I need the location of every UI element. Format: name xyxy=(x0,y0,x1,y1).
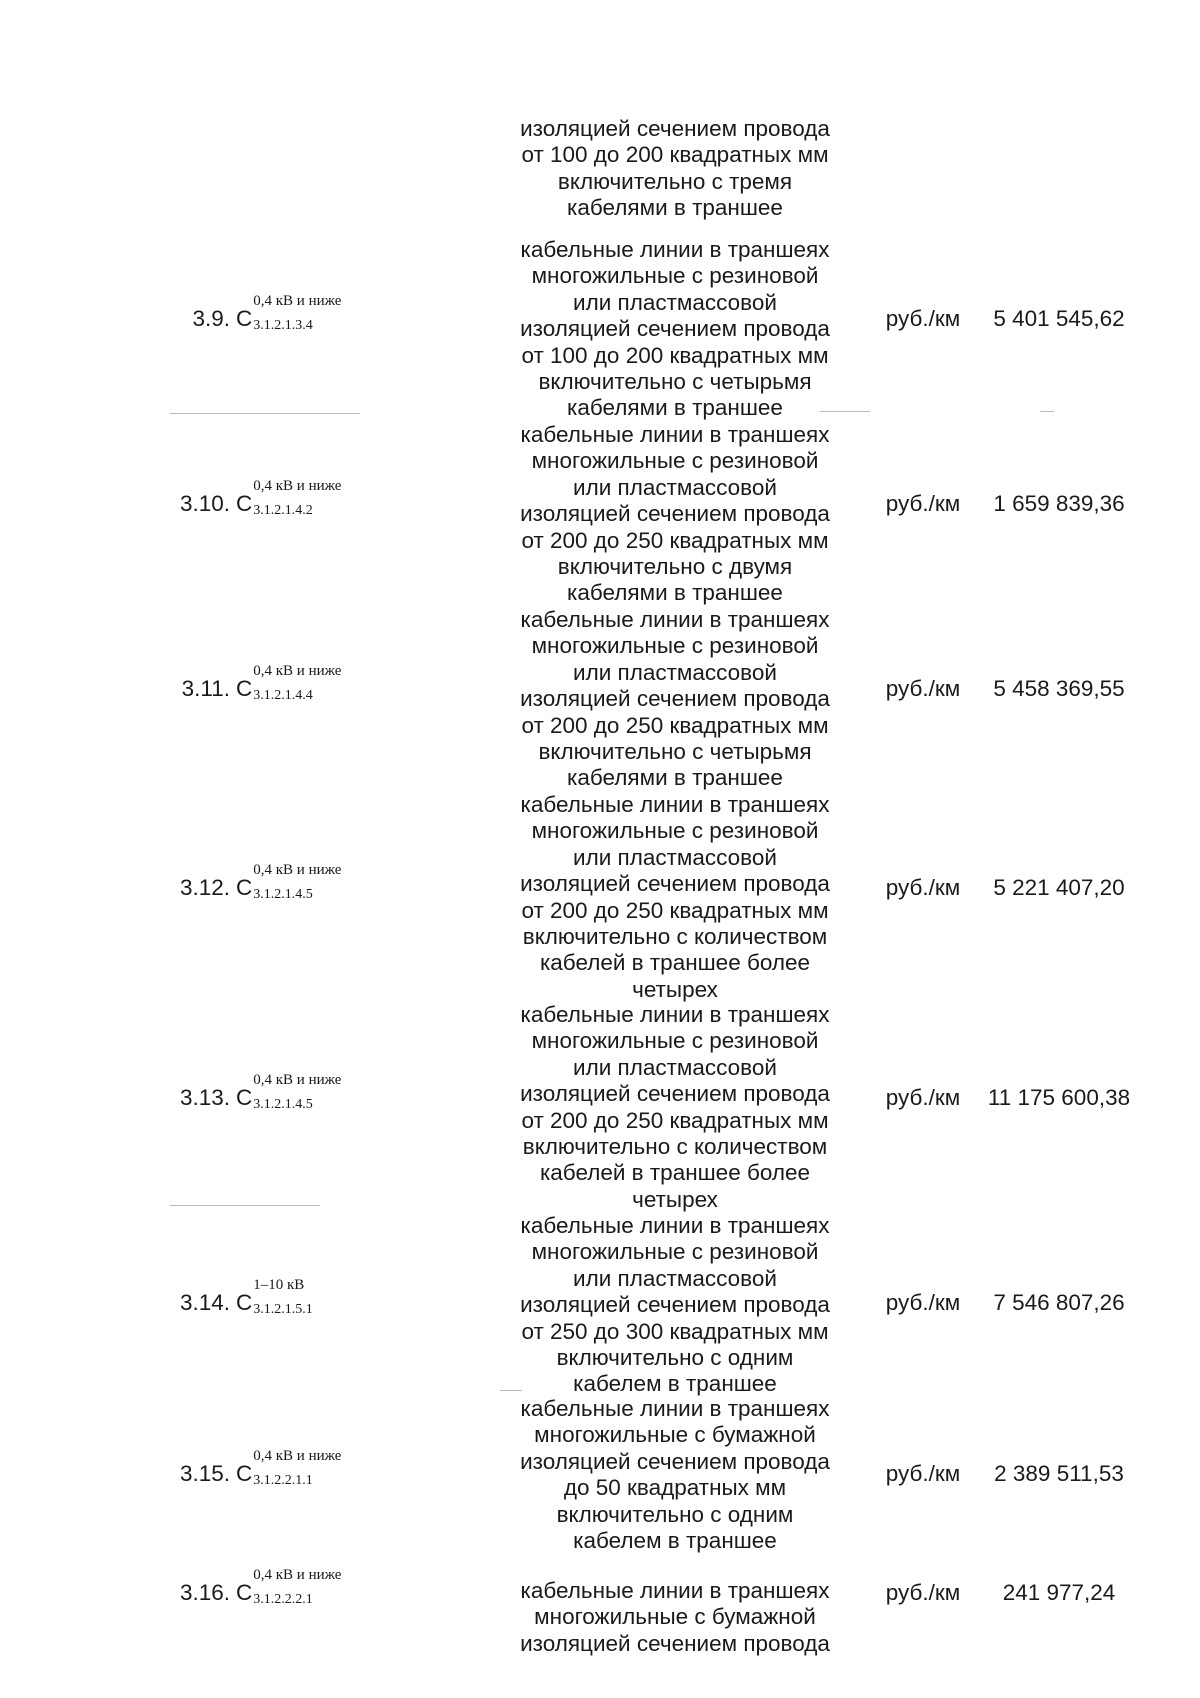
code-letter: C xyxy=(236,1290,253,1315)
row-description: кабельные линии в траншеях многожильные с резиновой или пластмассовой изоляцией сечением провода от 200 до 250 квадратных мм включительно с двумя кабелями в траншее xyxy=(520,422,830,606)
code-letter: C xyxy=(236,491,253,516)
row-value: 5 401 545,62 xyxy=(993,306,1125,331)
row-value: 2 389 511,53 xyxy=(994,1461,1124,1486)
row-number: 3.11. xyxy=(181,676,230,701)
code-voltage: 0,4 кВ и ниже xyxy=(253,478,342,494)
code-index: 3.1.2.1.4.2 xyxy=(253,503,313,518)
row-description: кабельные линии в траншеях многожильные с резиновой или пластмассовой изоляцией сечением провода от 250 до 300 квадратных мм включительно с одним кабелем в траншее xyxy=(520,1213,830,1397)
code-index: 3.1.2.1.4.5 xyxy=(253,887,313,902)
scan-speck xyxy=(820,411,870,412)
code-letter: C xyxy=(236,875,253,900)
code-index: 3.1.2.2.2.1 xyxy=(253,1592,313,1607)
code-voltage: 1–10 кВ xyxy=(253,1277,305,1293)
code-voltage: 0,4 кВ и ниже xyxy=(253,1072,342,1088)
code-letter: C xyxy=(236,1580,253,1605)
rate-code xyxy=(236,1567,372,1607)
row-value: 5 221 407,20 xyxy=(993,875,1125,900)
code-voltage: 0,4 кВ и ниже xyxy=(253,293,342,309)
code-index: 3.1.2.1.4.5 xyxy=(253,1097,313,1112)
scan-speck xyxy=(170,1205,320,1206)
code-voltage: 0,4 кВ и ниже xyxy=(253,1448,342,1464)
row-unit: руб./км xyxy=(885,1290,961,1315)
code-letter: C xyxy=(236,1461,253,1486)
row-number: 3.15. xyxy=(179,1461,230,1486)
row-description: кабельные линии в траншеях многожильные с резиновой или пластмассовой изоляцией сечением провода от 200 до 250 квадратных мм включительно с количеством кабелей в траншее более четырех xyxy=(520,1002,830,1212)
row-unit: руб./км xyxy=(885,491,961,516)
row-description: кабельные линии в траншеях многожильные с резиновой или пластмассовой изоляцией сечением провода от 200 до 250 квадратных мм включительно с количеством кабелей в траншее более четырех xyxy=(520,792,830,1002)
row-number: 3.16. xyxy=(179,1580,230,1605)
code-letter: C xyxy=(236,676,253,701)
rate-code xyxy=(236,1277,372,1317)
row-unit: руб./км xyxy=(885,306,961,331)
row-number: 3.13. xyxy=(179,1085,230,1110)
row-description: кабельные линии в траншеях многожильные с резиновой или пластмассовой изоляцией сечением провода от 100 до 200 квадратных мм включительно с четырьмя кабелями в траншее xyxy=(520,237,830,421)
code-voltage: 0,4 кВ и ниже xyxy=(253,1567,342,1583)
scan-speck xyxy=(170,413,360,414)
row-number: 3.9. xyxy=(192,306,230,331)
row-number: 3.12. xyxy=(179,875,230,900)
code-index: 3.1.2.1.3.4 xyxy=(253,318,313,333)
row-value: 1 659 839,36 xyxy=(993,491,1125,516)
code-index: 3.1.2.1.4.4 xyxy=(253,688,313,703)
row-unit: руб./км xyxy=(885,1580,961,1605)
rate-code xyxy=(236,1448,372,1488)
scan-speck xyxy=(500,1390,522,1391)
row-description: кабельные линии в траншеях многожильные с бумажной изоляцией сечением провода до 50 квадратных мм включительно с одним кабелем в траншее xyxy=(520,1396,830,1554)
code-voltage: 0,4 кВ и ниже xyxy=(253,862,342,878)
rate-code xyxy=(236,1072,372,1112)
row-value: 241 977,24 xyxy=(1002,1580,1116,1605)
continued-description: изоляцией сечением провода от 100 до 200 квадратных мм включительно с тремя кабелями в траншее xyxy=(520,116,830,221)
row-number: 3.10. xyxy=(179,491,230,516)
row-description: кабельные линии в траншеях многожильные с резиновой или пластмассовой изоляцией сечением провода от 200 до 250 квадратных мм включительно с четырьмя кабелями в траншее xyxy=(520,607,830,791)
row-unit: руб./км xyxy=(885,1461,961,1486)
code-voltage: 0,4 кВ и ниже xyxy=(253,663,342,679)
rate-code xyxy=(236,862,372,902)
row-unit: руб./км xyxy=(885,875,961,900)
row-description: кабельные линии в траншеях многожильные с бумажной изоляцией сечением провода xyxy=(520,1578,830,1656)
rate-code xyxy=(236,478,372,518)
code-letter: C xyxy=(236,306,253,331)
scan-speck xyxy=(1040,411,1054,412)
row-number: 3.14. xyxy=(179,1290,230,1315)
row-value: 5 458 369,55 xyxy=(993,676,1125,701)
code-index: 3.1.2.1.5.1 xyxy=(253,1302,313,1317)
rate-code xyxy=(236,293,372,333)
code-letter: C xyxy=(236,1085,253,1110)
row-value: 11 175 600,38 xyxy=(987,1085,1131,1110)
code-index: 3.1.2.2.1.1 xyxy=(253,1473,313,1488)
rate-code xyxy=(236,663,372,703)
row-value: 7 546 807,26 xyxy=(993,1290,1125,1315)
row-unit: руб./км xyxy=(885,676,961,701)
row-unit: руб./км xyxy=(885,1085,961,1110)
